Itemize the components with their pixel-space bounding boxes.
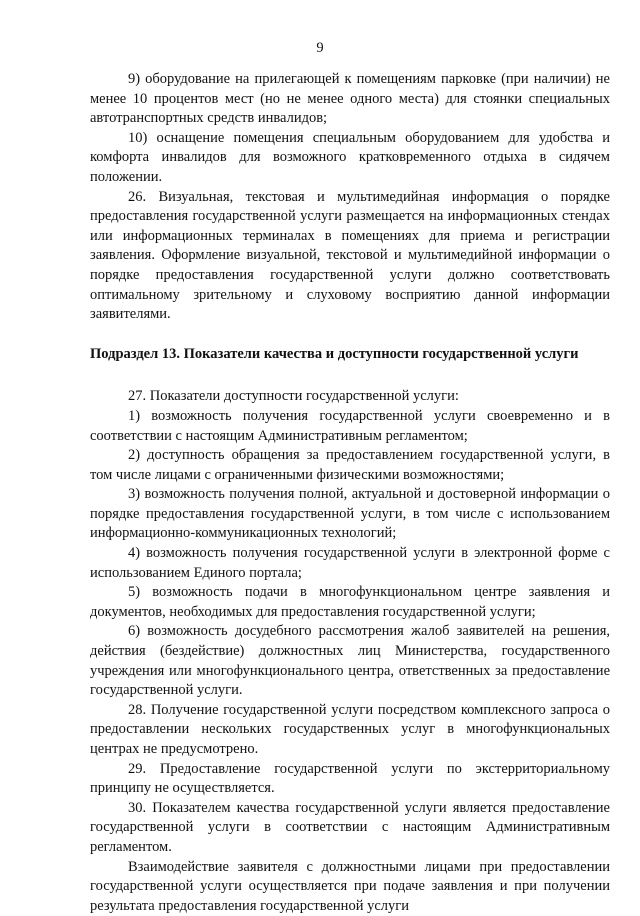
paragraph-indicator-3: 3) возможность получения полной, актуальной и достоверной информации о порядке предоставления государственной услуги, в том числе с использованием информационно-коммуникационных технологий;: [90, 486, 610, 542]
paragraph-indicator-1: 1) возможность получения государственной услуги своевременно и в соответствии с настоящим Административным регламентом;: [90, 407, 610, 444]
paragraph-indicator-5: 5) возможность подачи в многофункциональном центре заявления и документов, необходимых для предоставления государственной услуги;: [90, 584, 610, 620]
page-number: 9: [316, 40, 324, 56]
paragraph-indicator-2: 2) доступность обращения за предоставлением государственной услуги, в том числе лицами с ограниченными физическими возможностями;: [90, 447, 610, 483]
paragraph-indicator-6: 6) возможность досудебного рассмотрения жалоб заявителей на решения, действия (бездействие) должностных лиц Министерства, государственного учреждения или многофункционального центра, ответственных за предоставление государственной услуги.: [90, 623, 610, 699]
paragraph-28-complex-request: 28. Получение государственной услуги посредством комплексного запроса о предоставлении нескольких государственных услуг в многофункциональных центрах не предусмотрено.: [90, 701, 610, 757]
paragraph-26-visual-information: 26. Визуальная, текстовая и мультимедийная информация о порядке предоставления государственной услуги размещается на информационных стендах или информационных терминалах в помещениях для приема и регистрации заявления. Оформление визуальной, текстовой и мультимедийной информации о порядке предоставления государственной услуги должно соответствовать оптимальному зрительному и слуховому восприятию данной информации заявителями.: [90, 188, 610, 323]
paragraph-27-accessibility-indicators: 27. Показатели доступности государственной услуги:: [128, 388, 459, 405]
paragraph-indicator-4: 4) возможность получения государственной услуги в электронной форме с использованием Единого портала;: [90, 545, 610, 581]
paragraph-30-quality-indicator: 30. Показателем качества государственной услуги является предоставление государственной услуги в соответствии с настоящим Административным регламентом.: [90, 799, 610, 855]
document-body: [90, 70, 610, 916]
paragraph-item-9-parking: 9) оборудование на прилегающей к помещениям парковке (при наличии) не менее 10 процентов мест (но не менее одного места) для стоянки специальных автотранспортных средств инвалидов;: [90, 71, 610, 127]
paragraph-item-10-rest-equipment: 10) оснащение помещения специальным оборудованием для удобства и комфорта инвалидов для возможного кратковременного отдыха в сидячем положении.: [90, 129, 610, 185]
section-heading: Подраздел 13. Показатели качества и доступности государственной услуги: [90, 345, 579, 362]
paragraph-29-extraterritorial: 29. Предоставление государственной услуги по экстерриториальному принципу не осуществляется.: [90, 760, 610, 797]
paragraph-interaction: Взаимодействие заявителя с должностными лицами при предоставлении государственной услуги осуществляется при подаче заявления и при получении результата предоставления государственной услуги: [90, 858, 610, 914]
